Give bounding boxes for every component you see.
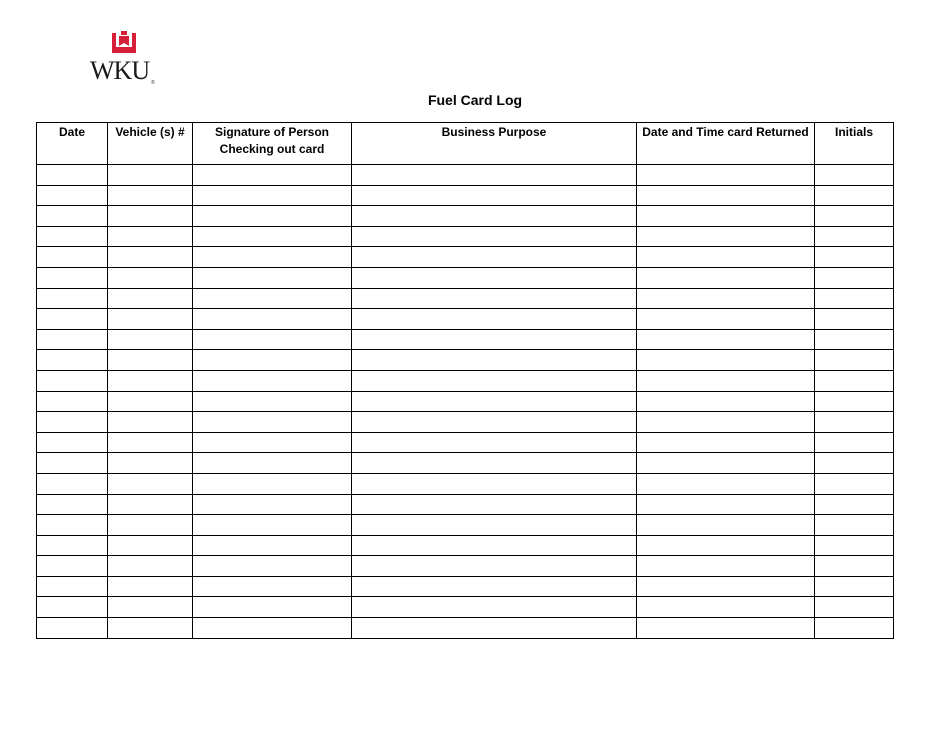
cell-date-time-returned[interactable] [637,391,815,412]
cell-initials[interactable] [815,309,894,330]
table-row [37,370,894,391]
cell-date-time-returned[interactable] [637,288,815,309]
table-row [37,185,894,206]
header-date-time-returned: Date and Time card Returned [637,123,815,165]
cell-signature[interactable] [193,453,352,474]
table-row [37,288,894,309]
cell-signature[interactable] [193,515,352,536]
table-row [37,556,894,577]
cell-signature[interactable] [193,391,352,412]
cell-date[interactable] [37,515,108,536]
cell-date-time-returned[interactable] [637,473,815,494]
table-row [37,329,894,350]
cell-vehicle[interactable] [108,350,193,371]
cell-signature[interactable] [193,412,352,433]
cell-vehicle[interactable] [108,370,193,391]
cell-date-time-returned[interactable] [637,453,815,474]
cell-business-purpose[interactable] [352,556,637,577]
table-row [37,432,894,453]
page-title: Fuel Card Log [427,92,523,108]
table-header-row [37,123,894,165]
table-row [37,206,894,227]
cell-initials[interactable] [815,432,894,453]
cell-date[interactable] [37,618,108,639]
cell-date[interactable] [37,412,108,433]
cell-date[interactable] [37,226,108,247]
cell-date-time-returned[interactable] [637,226,815,247]
cell-date[interactable] [37,494,108,515]
cell-signature[interactable] [193,206,352,227]
cell-business-purpose[interactable] [352,226,637,247]
table-row [37,535,894,556]
cell-business-purpose[interactable] [352,618,637,639]
cell-signature[interactable] [193,535,352,556]
logo-text: WKU [90,56,150,85]
table-body [37,165,894,639]
cell-business-purpose[interactable] [352,309,637,330]
cell-business-purpose[interactable] [352,473,637,494]
cell-business-purpose[interactable] [352,576,637,597]
cell-date-time-returned[interactable] [637,370,815,391]
cell-date-time-returned[interactable] [637,432,815,453]
table-row [37,453,894,474]
cell-initials[interactable] [815,165,894,186]
cell-date-time-returned[interactable] [637,412,815,433]
cell-initials[interactable] [815,515,894,536]
cell-initials[interactable] [815,535,894,556]
cell-date-time-returned[interactable] [637,556,815,577]
cell-date-time-returned[interactable] [637,597,815,618]
cell-date-time-returned[interactable] [637,515,815,536]
header-initials: Initials [815,123,894,165]
cell-initials[interactable] [815,370,894,391]
cell-vehicle[interactable] [108,576,193,597]
table-row [37,515,894,536]
cell-date-time-returned[interactable] [637,247,815,268]
cell-signature[interactable] [193,370,352,391]
cell-date-time-returned[interactable] [637,309,815,330]
cell-signature[interactable] [193,226,352,247]
cell-vehicle[interactable] [108,329,193,350]
cell-initials[interactable] [815,391,894,412]
cell-initials[interactable] [815,556,894,577]
cell-business-purpose[interactable] [352,185,637,206]
cell-business-purpose[interactable] [352,432,637,453]
cell-vehicle[interactable] [108,556,193,577]
cell-signature[interactable] [193,329,352,350]
cell-business-purpose[interactable] [352,515,637,536]
table-row [37,597,894,618]
cell-date[interactable] [37,165,108,186]
cell-business-purpose[interactable] [352,597,637,618]
table-row [37,618,894,639]
table-row [37,494,894,515]
cell-vehicle[interactable] [108,535,193,556]
cell-vehicle[interactable] [108,453,193,474]
cell-date[interactable] [37,247,108,268]
header-business-purpose: Business Purpose [352,123,637,165]
cell-date[interactable] [37,391,108,412]
cell-date[interactable] [37,473,108,494]
cell-signature[interactable] [193,350,352,371]
table-row [37,412,894,433]
table-row [37,391,894,412]
cell-date[interactable] [37,370,108,391]
cell-vehicle[interactable] [108,247,193,268]
cell-initials[interactable] [815,329,894,350]
cell-initials[interactable] [815,576,894,597]
cell-signature[interactable] [193,267,352,288]
cell-vehicle[interactable] [108,267,193,288]
cell-date-time-returned[interactable] [637,494,815,515]
table-row [37,267,894,288]
cell-signature[interactable] [193,185,352,206]
cell-signature[interactable] [193,288,352,309]
header-signature: Signature of Person Checking out card [193,123,352,165]
table-row [37,309,894,330]
cell-vehicle[interactable] [108,309,193,330]
cell-business-purpose[interactable] [352,267,637,288]
cell-vehicle[interactable] [108,165,193,186]
cell-date[interactable] [37,185,108,206]
cell-initials[interactable] [815,226,894,247]
cell-business-purpose[interactable] [352,206,637,227]
cell-vehicle[interactable] [108,618,193,639]
cell-signature[interactable] [193,597,352,618]
cell-date-time-returned[interactable] [637,576,815,597]
header-date: Date [37,123,108,165]
cell-business-purpose[interactable] [352,247,637,268]
cell-signature[interactable] [193,556,352,577]
cell-signature[interactable] [193,473,352,494]
fuel-card-log-table [36,122,894,639]
cell-signature[interactable] [193,576,352,597]
table-row [37,576,894,597]
cell-date-time-returned[interactable] [637,165,815,186]
cell-initials[interactable] [815,412,894,433]
cell-date[interactable] [37,535,108,556]
table-row [37,350,894,371]
cell-signature[interactable] [193,494,352,515]
cell-business-purpose[interactable] [352,370,637,391]
wku-logo [90,31,160,87]
cell-date[interactable] [37,432,108,453]
cell-vehicle[interactable] [108,206,193,227]
table-row [37,473,894,494]
cell-signature[interactable] [193,247,352,268]
table-row [37,247,894,268]
cell-initials[interactable] [815,247,894,268]
cell-signature[interactable] [193,432,352,453]
cell-date-time-returned[interactable] [637,350,815,371]
cell-initials[interactable] [815,206,894,227]
cell-date[interactable] [37,597,108,618]
cell-business-purpose[interactable] [352,535,637,556]
cell-date[interactable] [37,350,108,371]
cell-business-purpose[interactable] [352,165,637,186]
logo-trademark: ® [151,80,155,86]
cell-initials[interactable] [815,618,894,639]
cell-business-purpose[interactable] [352,494,637,515]
cell-business-purpose[interactable] [352,391,637,412]
cell-business-purpose[interactable] [352,453,637,474]
cell-vehicle[interactable] [108,473,193,494]
cell-date[interactable] [37,206,108,227]
cell-business-purpose[interactable] [352,288,637,309]
table-row [37,226,894,247]
cell-date[interactable] [37,329,108,350]
cell-initials[interactable] [815,494,894,515]
tower-flag-icon [112,31,136,55]
cell-date-time-returned[interactable] [637,206,815,227]
cell-date[interactable] [37,288,108,309]
cell-date[interactable] [37,309,108,330]
cell-business-purpose[interactable] [352,329,637,350]
cell-business-purpose[interactable] [352,350,637,371]
cell-vehicle[interactable] [108,597,193,618]
cell-initials[interactable] [815,453,894,474]
cell-initials[interactable] [815,288,894,309]
cell-vehicle[interactable] [108,432,193,453]
cell-vehicle[interactable] [108,494,193,515]
cell-date[interactable] [37,267,108,288]
cell-initials[interactable] [815,267,894,288]
header-vehicle: Vehicle (s) # [108,123,193,165]
cell-date-time-returned[interactable] [637,267,815,288]
cell-date[interactable] [37,576,108,597]
cell-vehicle[interactable] [108,391,193,412]
cell-business-purpose[interactable] [352,412,637,433]
cell-vehicle[interactable] [108,515,193,536]
cell-date-time-returned[interactable] [637,185,815,206]
cell-vehicle[interactable] [108,185,193,206]
cell-initials[interactable] [815,350,894,371]
table-row [37,165,894,186]
cell-date[interactable] [37,453,108,474]
cell-initials[interactable] [815,473,894,494]
cell-vehicle[interactable] [108,288,193,309]
cell-date[interactable] [37,556,108,577]
cell-signature[interactable] [193,165,352,186]
cell-date-time-returned[interactable] [637,329,815,350]
cell-initials[interactable] [815,597,894,618]
cell-signature[interactable] [193,309,352,330]
cell-vehicle[interactable] [108,412,193,433]
cell-date-time-returned[interactable] [637,535,815,556]
cell-date-time-returned[interactable] [637,618,815,639]
cell-initials[interactable] [815,185,894,206]
cell-vehicle[interactable] [108,226,193,247]
cell-signature[interactable] [193,618,352,639]
